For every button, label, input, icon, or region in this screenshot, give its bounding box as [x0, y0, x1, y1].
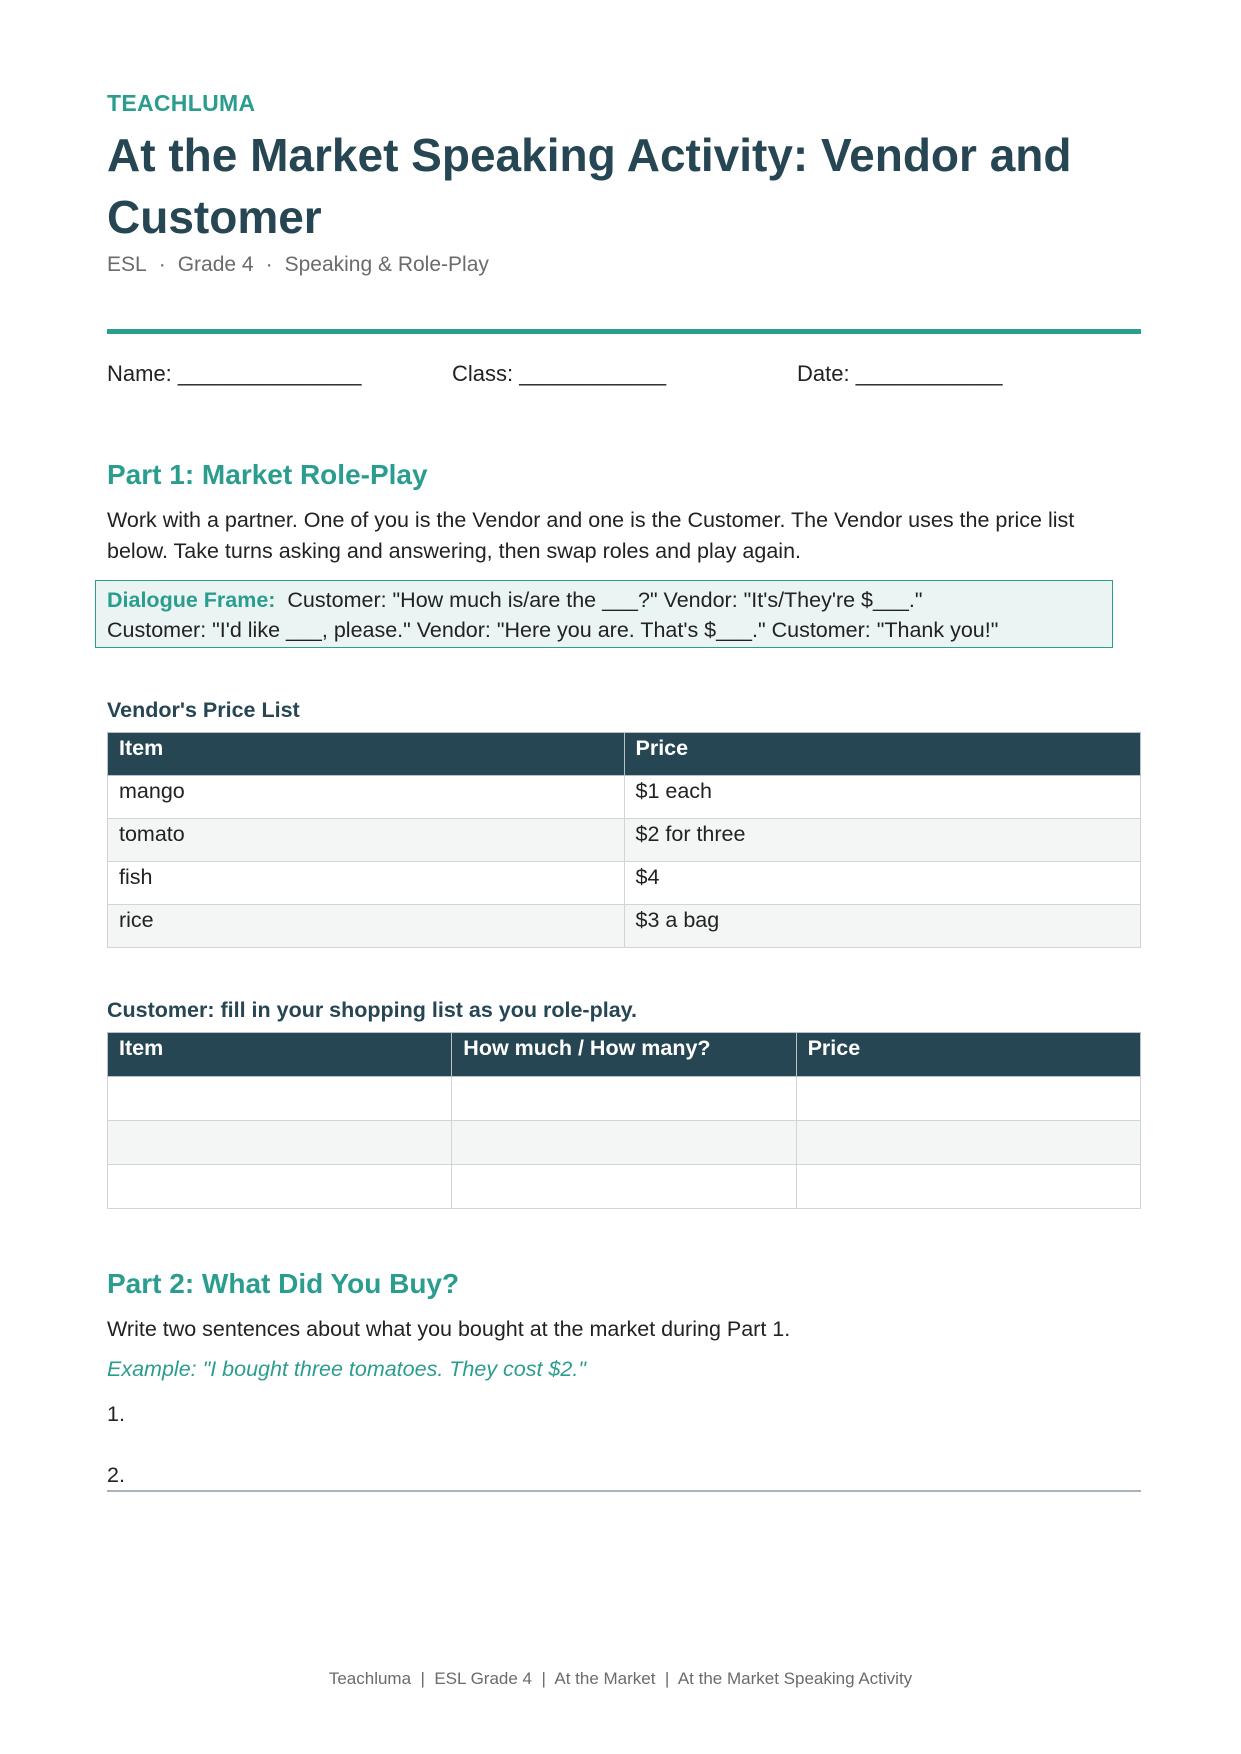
price-input-cell[interactable] — [796, 1165, 1140, 1209]
meta-grade: Grade 4 — [177, 253, 254, 276]
price-cell: $1 each — [624, 776, 1141, 819]
class-field[interactable]: Class: ____________ — [452, 361, 667, 386]
page-title: At the Market Speaking Activity: Vendor and Customer — [107, 129, 1072, 243]
item-cell: fish — [108, 862, 625, 905]
table-row — [108, 905, 1141, 948]
column-header-price: Price — [624, 733, 1141, 776]
meta-skill: Speaking & Role-Play — [284, 253, 489, 276]
table-row — [108, 862, 1141, 905]
dialogue-frame-line-1: Customer: "How much is/are the ___?" Vendor: "It's/They're $___." — [287, 588, 923, 612]
brand-name: TEACHLUMA — [107, 90, 256, 116]
dialogue-frame-line-2: Customer: "I'd like ___, please." Vendor: "Here you are. That's $___." Customer: "Thank you!" — [107, 618, 999, 642]
item-input-cell[interactable] — [108, 1165, 452, 1209]
meta-separator: · — [265, 253, 273, 276]
price-cell: $2 for three — [624, 819, 1141, 862]
quantity-input-cell[interactable] — [452, 1165, 796, 1209]
price-list-caption: Vendor's Price List — [107, 698, 300, 722]
price-input-cell[interactable] — [796, 1121, 1140, 1165]
shopping-list-table — [107, 1032, 1141, 1209]
price-cell: $3 a bag — [624, 905, 1141, 948]
table-header-row — [108, 1033, 1141, 1077]
part1-heading: Part 1: Market Role-Play — [107, 459, 428, 490]
item-input-cell[interactable] — [108, 1077, 452, 1121]
meta-separator: · — [158, 253, 166, 276]
table-row — [108, 1165, 1141, 1209]
part2-instructions: Write two sentences about what you bought at the market during Part 1. — [107, 1317, 791, 1341]
quantity-input-cell[interactable] — [452, 1077, 796, 1121]
column-header-quantity: How much / How many? — [452, 1033, 796, 1077]
shopping-list-caption: Customer: fill in your shopping list as you role-play. — [107, 998, 637, 1022]
table-row — [108, 1121, 1141, 1165]
answer-line-1-number: 1. — [107, 1402, 125, 1426]
table-row — [108, 819, 1141, 862]
item-cell: rice — [108, 905, 625, 948]
dialogue-frame — [95, 580, 1113, 648]
header-divider — [107, 329, 1141, 334]
answer-line-2-number: 2. — [107, 1463, 125, 1487]
table-row — [108, 1077, 1141, 1121]
dialogue-frame-label: Dialogue Frame: — [107, 588, 276, 612]
example-sentence: Example: "I bought three tomatoes. They cost $2." — [107, 1357, 586, 1381]
item-input-cell[interactable] — [108, 1121, 452, 1165]
price-input-cell[interactable] — [796, 1077, 1140, 1121]
part2-heading: Part 2: What Did You Buy? — [107, 1268, 460, 1299]
date-field[interactable]: Date: ____________ — [797, 361, 1003, 386]
answer-line[interactable] — [107, 1490, 1141, 1492]
item-cell: tomato — [108, 819, 625, 862]
name-field[interactable]: Name: _______________ — [107, 361, 362, 386]
column-header-item: Item — [108, 1033, 452, 1077]
price-cell: $4 — [624, 862, 1141, 905]
column-header-item: Item — [108, 733, 625, 776]
part1-instructions: Work with a partner. One of you is the Vendor and one is the Customer. The Vendor uses the price list below. Take turns asking and answering, then swap roles and play again. — [107, 508, 1075, 563]
table-header-row — [108, 733, 1141, 776]
page-footer: Teachluma | ESL Grade 4 | At the Market | At the Market Speaking Activity — [328, 1669, 913, 1688]
column-header-price: Price — [796, 1033, 1140, 1077]
meta-subject: ESL — [107, 253, 147, 276]
table-row — [108, 776, 1141, 819]
quantity-input-cell[interactable] — [452, 1121, 796, 1165]
worksheet-meta — [107, 253, 489, 277]
item-cell: mango — [108, 776, 625, 819]
price-list-table — [107, 732, 1141, 948]
